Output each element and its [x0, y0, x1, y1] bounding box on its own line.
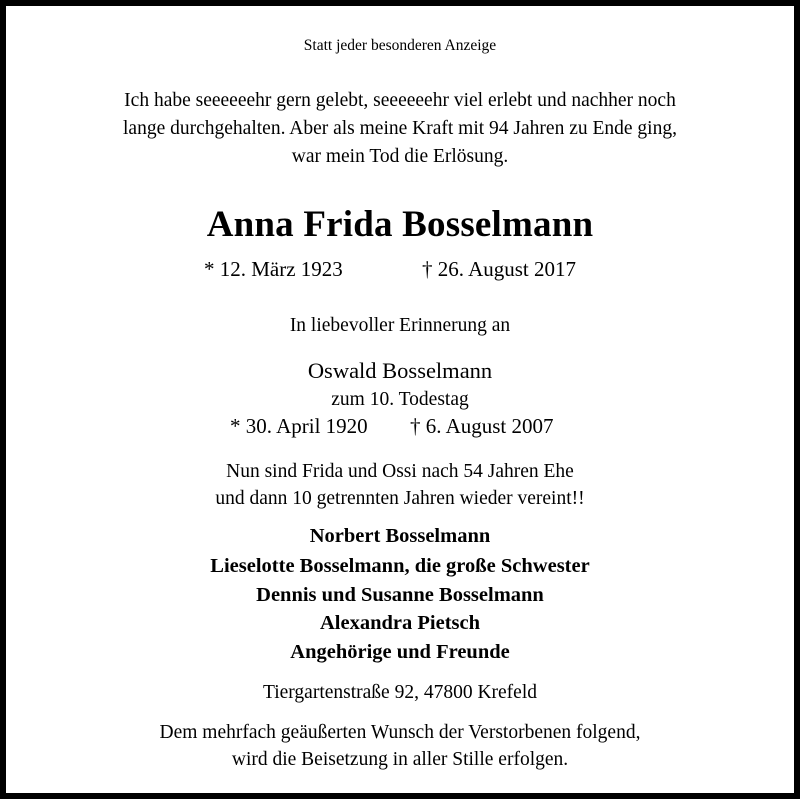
mourner-2: Lieselotte Bosselmann, die große Schwester — [210, 555, 590, 577]
deceased-death-date: † 26. August 2017 — [422, 257, 577, 281]
mourner-1: Norbert Bosselmann — [309, 525, 491, 547]
notice-header: Statt jeder besonderen Anzeige — [303, 37, 497, 54]
memory-death-date: † 6. August 2007 — [410, 414, 554, 438]
quote-line-1: Ich habe seeeeeehr gern gelebt, seeeeeehr viel erlebt und nachher noch — [124, 90, 676, 111]
reunion-line-2: und dann 10 getrennten Jahren wieder vereint!! — [215, 488, 585, 509]
memory-intro: In liebevoller Erinnerung an — [289, 315, 511, 336]
mourner-5: Angehörige und Freunde — [290, 641, 510, 663]
memory-name: Oswald Bosselmann — [307, 358, 493, 383]
memory-birth-date: * 30. April 1920 — [230, 414, 368, 438]
closing-line-1: Dem mehrfach geäußerten Wunsch der Verstorbenen folgend, — [159, 722, 641, 743]
address: Tiergartenstraße 92, 47800 Krefeld — [262, 682, 538, 703]
reunion-line-1: Nun sind Frida und Ossi nach 54 Jahren Ehe — [226, 461, 574, 482]
deceased-birth-date: * 12. März 1923 — [204, 257, 343, 281]
mourner-4: Alexandra Pietsch — [320, 612, 480, 634]
memory-occasion: zum 10. Todestag — [331, 389, 469, 410]
quote-line-3: war mein Tod die Erlösung. — [291, 146, 509, 167]
quote-line-2: lange durchgehalten. Aber als meine Kraft mit 94 Jahren zu Ende ging, — [123, 118, 677, 139]
closing-line-2: wird die Beisetzung in aller Stille erfolgen. — [231, 749, 569, 770]
mourner-3: Dennis und Susanne Bosselmann — [256, 584, 544, 606]
deceased-name: Anna Frida Bosselmann — [206, 204, 594, 245]
